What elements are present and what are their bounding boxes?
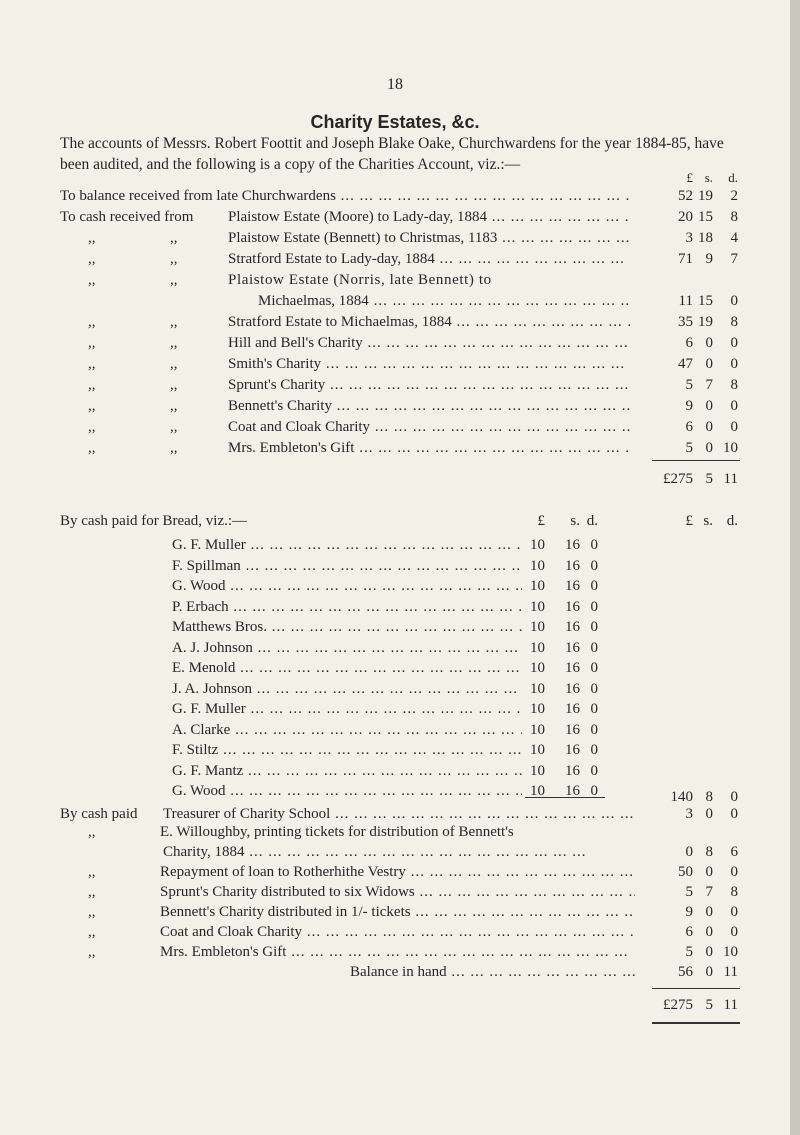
amount-pounds: 10 — [530, 721, 545, 738]
bread-name: F. Stiltz ... . — [172, 740, 522, 760]
amount-pounds: 10 — [530, 762, 545, 779]
amount-pounds: 56 — [678, 964, 693, 980]
amount-shillings: 0 — [705, 924, 713, 940]
amount-shillings: 19 — [698, 314, 713, 330]
amount-pence: 11 — [723, 471, 738, 487]
amount-pence: 0 — [730, 864, 738, 880]
amount-shillings: 18 — [698, 230, 713, 246]
pounds-header: £ — [686, 170, 693, 185]
payment-row — [0, 822, 790, 842]
amount-pence: 0 — [590, 660, 598, 676]
receipt-ditto: ,, — [170, 377, 178, 393]
receipt-row — [0, 333, 790, 353]
amount-pounds: 3 — [685, 806, 693, 822]
amount-pence: 0 — [730, 335, 738, 351]
receipt-ditto: ,, — [170, 251, 178, 267]
amount-shillings: 0 — [705, 904, 713, 920]
amount-pence: 8 — [730, 314, 738, 330]
receipt-label: Plaistow Estate (Bennett) to Christmas, 1183 ... . — [228, 228, 630, 248]
bread-row — [0, 740, 790, 760]
receipt-ditto: ,, — [170, 314, 178, 330]
amount-pence: 7 — [730, 251, 738, 267]
amount-pounds: 0 — [685, 844, 693, 860]
bread-row — [0, 597, 790, 617]
payment-label: Charity, 1884 ... . — [163, 842, 635, 862]
bread-row — [0, 535, 790, 555]
payment-row — [0, 862, 790, 882]
amount-shillings: 16 — [565, 639, 580, 656]
amount-pounds: 10 — [530, 639, 545, 656]
amount-shillings: 0 — [705, 944, 713, 960]
amount-pounds: 5 — [685, 884, 693, 900]
amount-pounds: 6 — [685, 419, 693, 435]
amount-shillings: 7 — [705, 884, 713, 900]
receipt-label: Bennett's Charity ... . — [228, 396, 630, 416]
payments-total-rule — [652, 988, 740, 989]
amount-shillings: 0 — [705, 864, 713, 880]
amount-pence: 8 — [730, 884, 738, 900]
page-number: 18 — [387, 76, 403, 93]
payment-label: E. Willoughby, printing tickets for distribution of Bennett's — [160, 824, 514, 840]
bread-name: Matthews Bros. ... . — [172, 617, 522, 637]
amount-shillings: 5 — [705, 997, 713, 1013]
balance-row — [0, 962, 790, 982]
receipt-row — [0, 417, 790, 437]
bread-row — [0, 638, 790, 658]
amount-shillings: 0 — [705, 335, 713, 351]
receipt-prefix: ,, — [88, 419, 96, 435]
amount-pounds: 3 — [685, 230, 693, 246]
receipt-ditto: ,, — [170, 230, 178, 246]
amount-pence: 10 — [723, 944, 738, 960]
amount-shillings: 16 — [565, 537, 580, 553]
payment-prefix: ,, — [88, 944, 96, 960]
amount-pounds: 10 — [530, 619, 545, 635]
total-pence-header: d. — [726, 513, 738, 529]
payments-total-underline — [652, 1022, 740, 1024]
amount-pence: 0 — [590, 721, 598, 738]
amount-shillings: 16 — [565, 721, 580, 738]
amount-pence: 0 — [730, 904, 738, 920]
payment-prefix: ,, — [88, 904, 96, 920]
amount-shillings: 0 — [705, 806, 713, 822]
amount-pence: 0 — [590, 537, 598, 553]
payment-label: Sprunt's Charity distributed to six Widows ... . — [160, 882, 635, 902]
bread-name: G. Wood ... . — [172, 576, 522, 596]
receipt-label: Sprunt's Charity ... . — [228, 375, 630, 395]
amount-pence: 6 — [730, 844, 738, 860]
bread-name: J. A. Johnson ... . — [172, 679, 522, 699]
amount-pence: 0 — [590, 783, 598, 799]
bread-name: E. Menold ... . — [172, 658, 522, 678]
receipt-row — [0, 354, 790, 374]
receipt-label: Stratford Estate to Michaelmas, 1884 ... . — [228, 312, 630, 332]
receipt-ditto: ,, — [170, 419, 178, 435]
receipt-prefix: ,, — [88, 398, 96, 414]
bread-pounds-header: £ — [537, 513, 545, 529]
receipt-row — [0, 375, 790, 395]
amount-pounds: 10 — [530, 783, 545, 799]
amount-shillings: 0 — [705, 356, 713, 372]
bread-row — [0, 556, 790, 576]
receipt-label: To balance received from late Churchwardens ... . — [60, 186, 630, 206]
amount-pounds: 10 — [530, 578, 545, 594]
amount-shillings: 9 — [705, 251, 713, 267]
bread-name: G. F. Mantz ... . — [172, 761, 522, 781]
amount-shillings: 16 — [565, 762, 580, 779]
receipt-prefix: ,, — [88, 251, 96, 267]
bread-name: F. Spillman ... . — [172, 556, 522, 576]
amount-pence: 10 — [723, 440, 738, 456]
amount-shillings: 15 — [698, 293, 713, 309]
amount-pence: 0 — [730, 398, 738, 414]
payment-prefix: ,, — [88, 884, 96, 900]
page-title: Charity Estates, &c. — [310, 112, 480, 132]
amount-pounds: 11 — [678, 293, 693, 309]
bread-row — [0, 617, 790, 637]
amount-pence: 8 — [730, 209, 738, 225]
receipt-ditto: ,, — [170, 335, 178, 351]
bread-name: G. Wood ... . — [172, 781, 522, 801]
amount-shillings: 7 — [705, 377, 713, 393]
receipt-label: Stratford Estate to Lady-day, 1884 ... . — [228, 249, 630, 269]
amount-pounds: £275 — [663, 997, 693, 1013]
amount-pounds: 20 — [678, 209, 693, 225]
receipt-row — [0, 438, 790, 458]
bread-pence-header: d. — [586, 513, 598, 529]
receipt-label: Plaistow Estate (Moore) to Lady-day, 1884 ... . — [228, 207, 630, 227]
amount-pounds: 10 — [530, 557, 545, 574]
payment-row — [0, 922, 790, 942]
amount-pence: 0 — [730, 419, 738, 435]
receipt-ditto: ,, — [170, 356, 178, 372]
amount-shillings: 0 — [705, 398, 713, 414]
amount-pence: 0 — [730, 293, 738, 309]
amount-pence: 0 — [590, 619, 598, 635]
amount-pounds: 6 — [685, 335, 693, 351]
amount-pence: 0 — [590, 557, 598, 574]
amount-pounds: 10 — [530, 680, 545, 697]
amount-pence: 0 — [590, 742, 598, 758]
amount-pounds: 50 — [678, 864, 693, 880]
receipt-row — [0, 249, 790, 269]
bread-intro: By cash paid for Bread, viz.:— — [60, 513, 248, 529]
amount-shillings: 16 — [565, 680, 580, 697]
amount-pence: 0 — [730, 806, 738, 822]
payment-prefix: By cash paid — [60, 806, 138, 822]
payment-label: Mrs. Embleton's Gift ... . — [160, 942, 635, 962]
payment-prefix: ,, — [88, 864, 96, 880]
receipts-total-rule — [652, 460, 740, 461]
amount-pence: 0 — [590, 701, 598, 717]
amount-pounds: 71 — [678, 251, 693, 267]
receipt-label: Michaelmas, 1884 ... . — [258, 291, 630, 311]
balance-label: Balance in hand ... . — [350, 962, 635, 982]
bread-row — [0, 576, 790, 596]
amount-pence: 4 — [730, 230, 738, 246]
amount-pounds: 52 — [678, 188, 693, 204]
amount-pence: 0 — [590, 598, 598, 615]
amount-shillings: 16 — [565, 783, 580, 799]
amount-pence: 0 — [590, 578, 598, 594]
amount-pounds: 10 — [530, 598, 545, 615]
total-pounds-header: £ — [685, 513, 693, 529]
receipt-row — [0, 186, 790, 206]
payment-row — [0, 804, 790, 824]
receipt-ditto: ,, — [170, 440, 178, 456]
bread-row — [0, 761, 790, 781]
bread-row — [0, 699, 790, 719]
amount-shillings: 5 — [705, 471, 713, 487]
amount-shillings: 8 — [705, 789, 713, 805]
amount-shillings: 0 — [705, 964, 713, 980]
amount-pounds: £275 — [663, 471, 693, 487]
amount-pounds: 10 — [530, 701, 545, 717]
amount-pounds: 140 — [670, 789, 693, 805]
amount-pounds: 9 — [685, 398, 693, 414]
payment-label: Treasurer of Charity School ... . — [163, 804, 635, 824]
bread-row — [0, 720, 790, 740]
receipt-label: Hill and Bell's Charity ... . — [228, 333, 630, 353]
amount-pence: 0 — [730, 924, 738, 940]
receipt-ditto: ,, — [170, 398, 178, 414]
payment-prefix: ,, — [88, 924, 96, 940]
receipt-prefix: ,, — [88, 272, 96, 288]
amount-pounds: 5 — [685, 377, 693, 393]
bread-name: A. J. Johnson ... . — [172, 638, 522, 658]
receipt-row — [0, 270, 790, 290]
receipt-row — [0, 396, 790, 416]
receipt-row — [0, 291, 790, 311]
amount-shillings: 16 — [565, 598, 580, 615]
receipt-prefix: ,, — [88, 356, 96, 372]
receipt-ditto: ,, — [170, 272, 178, 288]
receipt-prefix: ,, — [88, 230, 96, 246]
amount-pence: 0 — [730, 789, 738, 805]
total-shillings-header: s. — [703, 513, 713, 529]
amount-shillings: 8 — [705, 844, 713, 860]
amount-pence: 11 — [723, 964, 738, 980]
amount-pounds: 9 — [685, 904, 693, 920]
receipt-prefix: To cash received from — [60, 209, 194, 225]
page-edge — [790, 0, 800, 1135]
receipt-row — [0, 312, 790, 332]
receipt-prefix: ,, — [88, 377, 96, 393]
amount-pence: 0 — [590, 680, 598, 697]
amount-pence: 2 — [730, 188, 738, 204]
bread-shillings-header: s. — [570, 513, 580, 529]
bread-name: G. F. Muller ... . — [172, 699, 522, 719]
amount-shillings: 15 — [698, 209, 713, 225]
amount-pence: 0 — [730, 356, 738, 372]
receipt-prefix: ,, — [88, 440, 96, 456]
amount-shillings: 16 — [565, 660, 580, 676]
receipts-column-header — [0, 168, 790, 188]
payment-prefix: ,, — [88, 824, 96, 840]
amount-pence: 0 — [590, 639, 598, 656]
receipt-prefix: ,, — [88, 314, 96, 330]
payment-label: Coat and Cloak Charity ... . — [160, 922, 635, 942]
bread-header-row — [0, 511, 790, 531]
receipts-total-row — [0, 469, 790, 489]
amount-shillings: 16 — [565, 701, 580, 717]
amount-shillings: 0 — [705, 419, 713, 435]
amount-shillings: 0 — [705, 440, 713, 456]
amount-pounds: 5 — [685, 440, 693, 456]
bread-row — [0, 658, 790, 678]
amount-pounds: 6 — [685, 924, 693, 940]
amount-pence: 11 — [723, 997, 738, 1013]
receipt-row — [0, 207, 790, 227]
shillings-header: s. — [704, 170, 713, 185]
amount-pounds: 10 — [530, 742, 545, 758]
amount-shillings: 19 — [698, 188, 713, 204]
payment-label: Repayment of loan to Rotherhithe Vestry ... . — [160, 862, 635, 882]
amount-pounds: 47 — [678, 356, 693, 372]
pence-header: d. — [728, 170, 738, 185]
intro-paragraph: The accounts of Messrs. Robert Foottit and Joseph Blake Oake, Churchwardens for the year 1884-85, have been audited, and the following is a copy of the Charities Account, viz.:— — [60, 135, 724, 173]
amount-pounds: 10 — [530, 660, 545, 676]
bread-name: G. F. Muller ... . — [172, 535, 522, 555]
receipt-label: Smith's Charity ... . — [228, 354, 630, 374]
amount-shillings: 16 — [565, 578, 580, 594]
bread-name: P. Erbach ... . — [172, 597, 522, 617]
receipt-prefix: ,, — [88, 335, 96, 351]
payment-row — [0, 942, 790, 962]
payment-row — [0, 902, 790, 922]
amount-pounds: 5 — [685, 944, 693, 960]
amount-shillings: 16 — [565, 557, 580, 574]
receipt-row — [0, 228, 790, 248]
payment-label: Bennett's Charity distributed in 1/- tickets ... . — [160, 902, 635, 922]
receipt-label: Mrs. Embleton's Gift ... . — [228, 438, 630, 458]
receipt-label: Coat and Cloak Charity ... . — [228, 417, 630, 437]
amount-pence: 0 — [590, 762, 598, 779]
receipt-label: Plaistow Estate (Norris, late Bennett) to — [228, 272, 492, 288]
amount-shillings: 16 — [565, 619, 580, 635]
payments-total-row — [0, 995, 790, 1015]
amount-pounds: 10 — [530, 537, 545, 553]
bread-row — [0, 679, 790, 699]
amount-shillings: 16 — [565, 742, 580, 758]
amount-pence: 8 — [730, 377, 738, 393]
payment-row — [0, 842, 790, 862]
amount-pounds: 35 — [678, 314, 693, 330]
bread-name: A. Clarke ... . — [172, 720, 522, 740]
payment-row — [0, 882, 790, 902]
